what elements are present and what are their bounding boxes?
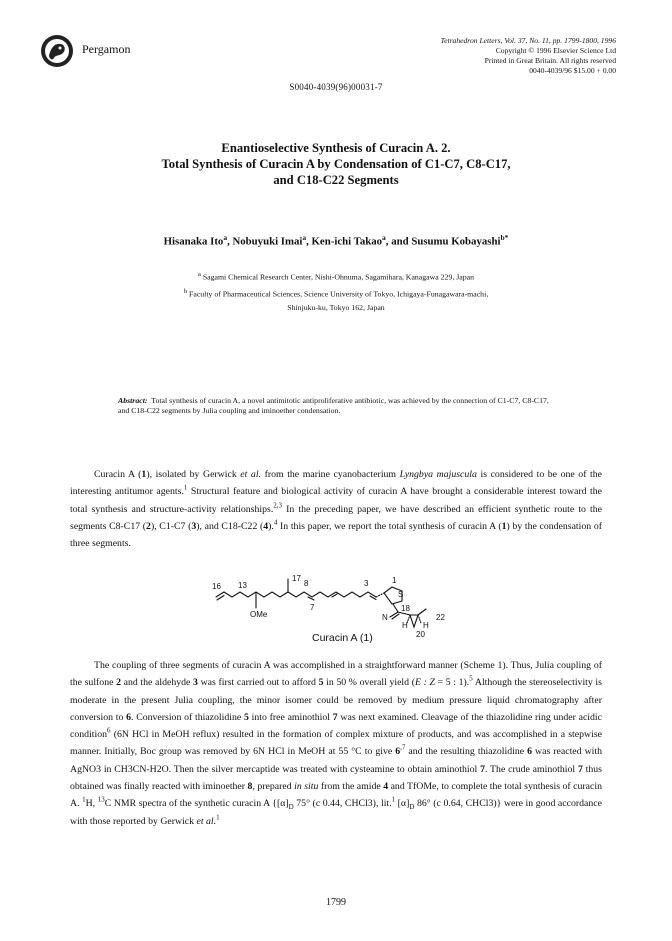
text-run: is considered to be one of the interesting antitumor agents. (70, 469, 602, 498)
body-paragraph-2 (70, 657, 602, 830)
text-run: Structural feature and biological activity of curacin A have brought a considerable interest toward the total synthesis and structure-activity relationships. (70, 486, 602, 515)
text-run: In the preceding paper, we have described an efficient synthetic route to the segments C8-C17 ( (70, 503, 602, 532)
text-run: ,7 (400, 744, 406, 753)
affiliation-mark: a (197, 271, 201, 278)
text-run: 6 (527, 746, 533, 758)
text-run: from the amide (318, 781, 384, 793)
text-run: 5 (318, 677, 324, 689)
text-run: D (409, 803, 415, 812)
text-run: into free aminothiol (248, 711, 333, 723)
affiliation-b: Faculty of Pharmaceutical Sciences, Science University of Tokyo, Ichigaya-Funagawara-machi, (189, 289, 489, 299)
text-run: E : Z (414, 677, 435, 689)
text-run: ), isolated by Gerwick (146, 469, 241, 480)
author-list: Hisanaka Ito$^a$, Nobuyuki Imai$^a$, Ken-ichi Takao$^a$, and Susumu Kobayashi$^{b*}$ (163, 233, 509, 248)
atom-label: 17 (292, 575, 301, 583)
text-run: ). (268, 520, 274, 532)
title-line-1: Enantioselective Synthesis of Curacin A. 2. (221, 141, 451, 155)
text-run: et al. (196, 815, 217, 827)
text-run: Although the stereoselectivity is moderate in the present Julia coupling, the minor isomer could be removed by medium pressure liquid chromatography after conversion to (70, 677, 602, 723)
atom-label: OMe (250, 610, 268, 619)
text-run: 3 (193, 677, 198, 689)
text-run: (6N HCl in MeOH reflux) resulted in the formation of complex mixture of products, and was accomplished in a stepwise manner. Initially, Boc group was removed by 6N HCl in MeOH at 55 °C to give (70, 729, 602, 758)
author-name: Nobuyuki Imai (232, 235, 303, 248)
title-line-2: Total Synthesis of Curacin A by Condensation of C1-C7, C8-C17, (161, 157, 511, 171)
atom-label: 1 (392, 576, 397, 585)
text-run: in situ (294, 781, 319, 793)
body-paragraph-1 (70, 466, 602, 552)
atom-label: 13 (238, 581, 247, 590)
affiliation-mark: b* (500, 233, 509, 242)
text-run: ), and C18-C22 ( (196, 520, 264, 532)
text-run: 13 (97, 796, 105, 805)
text-run: ), C1-C7 ( (150, 520, 192, 532)
text-run: . The crude aminothiol (484, 763, 578, 775)
abstract (118, 396, 550, 416)
doi-identifier: S0040-4039(96)00031-7 (289, 82, 383, 92)
paper-title (60, 140, 612, 188)
text-run: 86° (c 0.64, CHCl3)} were in good accordance with those reported by Gerwick (70, 798, 602, 827)
text-run: 1 (82, 796, 86, 805)
text-run: ) by the condensation of three segments. (70, 520, 602, 550)
journal-info (256, 36, 616, 76)
affiliation-mark: b (183, 287, 188, 295)
text-run: 8 (247, 781, 253, 793)
text-run: 6 (395, 746, 401, 758)
atom-label: 8 (304, 579, 309, 588)
text-run: The coupling of three segments of curacin A was accomplished in a straightforward manner (Scheme 1). Thus, Julia coupling of the sulfone (70, 660, 602, 689)
text-run: 1 (183, 484, 188, 493)
publisher-logo-icon (40, 34, 74, 68)
affiliation-mark: a (223, 233, 228, 242)
author-name: Hisanaka Ito (163, 235, 224, 248)
text-run: , prepared (252, 781, 295, 793)
page-number: 1799 (326, 897, 346, 908)
text-run: 6 (107, 726, 111, 735)
text-run: 1 (216, 813, 220, 822)
text-run: H, (85, 798, 98, 810)
text-run: was first carried out to afford (197, 677, 319, 689)
abstract-label: Abstract: (118, 396, 148, 405)
atom-label: H (402, 621, 408, 630)
text-run: . Conversion of thiazolidine (131, 711, 244, 723)
text-run: thus obtained was finally reacted with iminoether (70, 763, 602, 793)
text-run: 3 (191, 520, 197, 532)
text-run: and TfOMe, to complete the total synthesis of curacin A. (70, 781, 602, 810)
abstract-text: Total synthesis of curacin A, a novel antimitotic antiproliferative antibiotic, was achieved by the connection of C1-C7, C8-C17, and C18-C22 segments by Julia coupling and iminoether condensation. (118, 396, 549, 415)
publisher-name: Pergamon (82, 42, 131, 56)
text-run: 4 (383, 781, 389, 793)
atom-label: H (423, 621, 429, 630)
text-run: was reacted with AgNO3 in CH3CN-H2O. Then the silver mercaptide was treated with cysteamine to obtain aminothiol (70, 746, 602, 775)
text-run: 1 (141, 469, 147, 480)
author-conjunction: and (391, 235, 409, 248)
structure-caption: Curacin A (1) (312, 632, 373, 644)
text-run: 7 (577, 763, 583, 775)
text-run: and the resulting thiazolidine (405, 746, 528, 758)
text-run: 2 (116, 677, 121, 689)
text-run: et al. (240, 469, 262, 480)
title-line-3: and C18-C22 Segments (273, 173, 399, 187)
text-run: from the marine cyanobacterium (261, 469, 400, 480)
author-name: Ken-ichi Takao (311, 235, 383, 248)
text-run: Lyngbya majuscula (399, 469, 477, 480)
text-run: 6 (126, 711, 131, 723)
journal-citation: Tetrahedron Letters, Vol. 37, No. 11, pp. 1799-1800, 1996 (440, 36, 616, 45)
atom-label: 22 (436, 613, 445, 622)
text-run: 75° (c 0.44, CHCl3), lit. (293, 798, 392, 810)
text-run: and the aldehyde (121, 677, 194, 689)
affiliation-mark: a (302, 233, 307, 242)
text-run: Curacin A ( (94, 469, 142, 480)
atom-label: 7 (310, 603, 315, 612)
text-run: 5 (469, 675, 473, 684)
text-run: in 50 % overall yield ( (323, 677, 415, 689)
text-run: 2,3 (273, 501, 283, 510)
text-run: was next examined. Cleavage of the thiazolidine ring under acidic condition (70, 711, 602, 741)
atom-label: S (398, 590, 404, 599)
atom-label: 16 (212, 582, 221, 591)
affiliation-b-cont: Shinjuku-ku, Tokyo 162, Japan (287, 303, 385, 313)
text-run: [α] (395, 798, 410, 810)
text-run: = 5 : 1). (434, 677, 470, 689)
text-run: 1 (391, 796, 396, 805)
atom-label: 20 (416, 630, 425, 639)
text-run: 1 (501, 520, 507, 532)
text-run: In this paper, we report the total synthesis of curacin A ( (277, 520, 502, 532)
affiliation-mark: a (382, 233, 386, 242)
text-run: 2 (146, 520, 151, 532)
text-run: 7 (480, 763, 485, 775)
affiliations (60, 268, 612, 315)
atom-label: 18 (401, 604, 410, 613)
text-run: 7 (332, 711, 338, 723)
rights-line: Printed in Great Britain. All rights reserved (484, 56, 616, 65)
text-run: 5 (243, 711, 249, 723)
atom-label: N (382, 613, 388, 622)
author-name: Susumu Kobayashi (411, 235, 501, 248)
text-run: 4 (273, 518, 278, 527)
affiliation-a: Sagami Chemical Research Center, Nishi-Ohnuma, Sagamihara, Kanagawa 229, Japan (202, 272, 475, 282)
text-run: 4 (263, 520, 269, 532)
curacin-a-structure (212, 575, 512, 650)
atom-label: 3 (364, 579, 369, 588)
copyright-line: Copyright © 1996 Elsevier Science Ltd (495, 46, 616, 55)
price-line: 0040-4039/96 $15.00 + 0.00 (529, 66, 616, 75)
text-run: C NMR spectra of the synthetic curacin A {[α] (104, 798, 289, 810)
text-run: D (288, 803, 294, 812)
